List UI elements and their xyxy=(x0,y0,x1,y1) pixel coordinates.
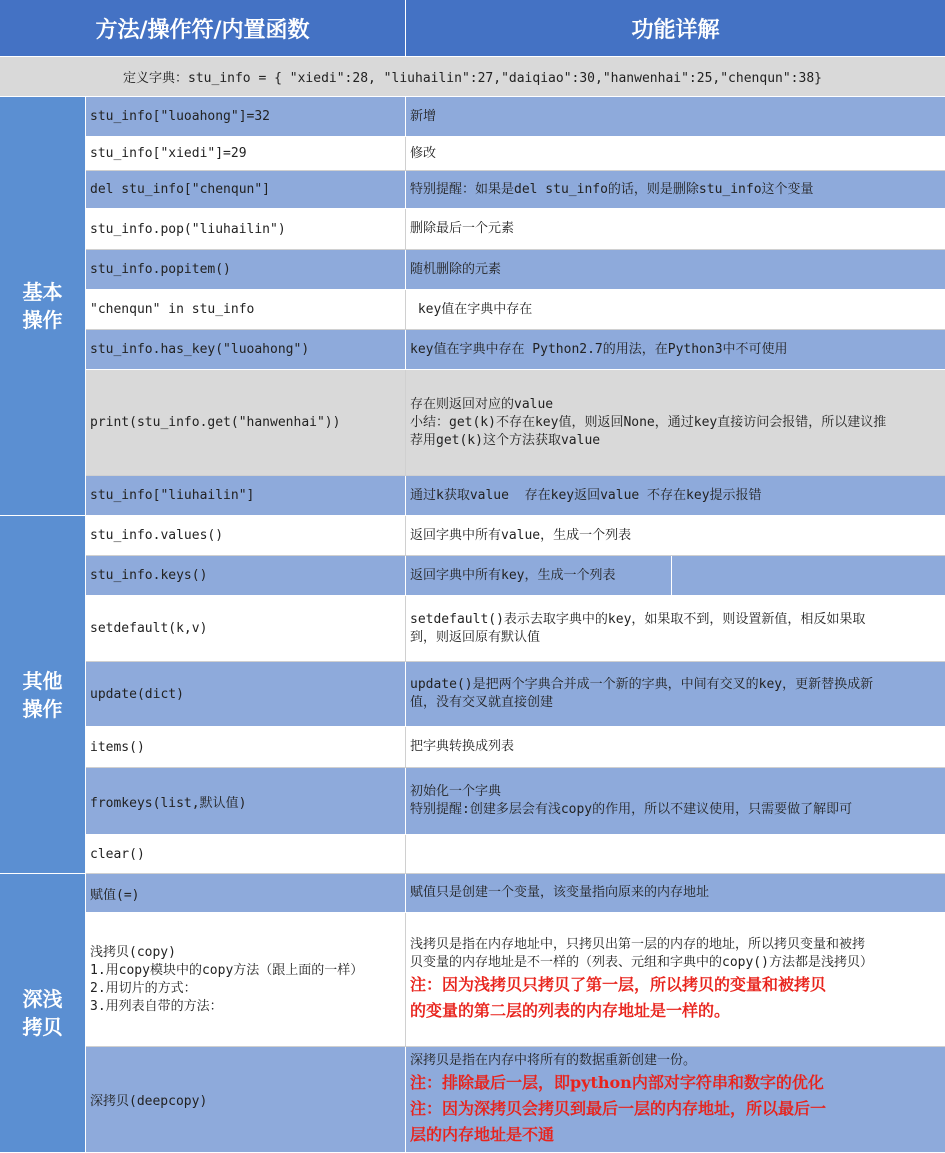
table-row-desc: update()是把两个字典合并成一个新的字典，中间有交叉的key，更新替换成新 值，没有交叉就直接创建 xyxy=(406,662,945,727)
table-row-method: stu_info.keys() xyxy=(86,556,406,596)
table-row-method: 浅拷贝(copy) 1.用copy模块中的copy方法（跟上面的一样） 2.用切片的方式： 3.用列表自带的方法： xyxy=(86,913,406,1047)
table-row-desc: 删除最后一个元素 xyxy=(406,209,945,250)
table-row-desc: 新增 xyxy=(406,97,945,137)
table-row-desc: 通过k获取value 存在key返回value 不存在key提示报错 xyxy=(406,476,945,516)
table-row-method: stu_info.pop("liuhailin") xyxy=(86,209,406,250)
warning-text: 的变量的第二层的列表的内存地址是一样的。 xyxy=(410,1000,731,1020)
table-row-desc: 存在则返回对应的value 小结：get(k)不存在key值，则返回None，通过key直接访问会报错，所以建议推 荐用get(k)这个方法获取value xyxy=(406,370,945,476)
header-description: 功能详解 xyxy=(406,0,945,57)
section-copy: 深浅 拷贝 xyxy=(0,874,86,1153)
table-row-method: print(stu_info.get("hanwenhai")) xyxy=(86,370,406,476)
warning-text: 注：因为浅拷贝只拷贝了第一层，所以拷贝的变量和被拷贝 xyxy=(410,974,827,994)
table-row-desc: 赋值只是创建一个变量，该变量指向原来的内存地址 xyxy=(406,874,945,913)
section-other-operations: 其他 操作 xyxy=(0,516,86,874)
warning-text: 注：排除最后一层，即python内部对字符串和数字的优化 xyxy=(410,1072,824,1092)
table-row-desc: 深拷贝是指在内存中将所有的数据重新创建一份。 注：排除最后一层，即python内部对字符串和数字的优化 注：因为深拷贝会拷贝到最后一层的内存地址，所以最后一 层的内存地址是不通 xyxy=(406,1047,945,1153)
empty-cell xyxy=(672,556,945,596)
table-row-desc: 把字典转换成列表 xyxy=(406,727,945,768)
table-row-method: stu_info.popitem() xyxy=(86,250,406,290)
table-row-method: stu_info["liuhailin"] xyxy=(86,476,406,516)
table-row-desc: 返回字典中所有key，生成一个列表 xyxy=(406,556,672,596)
table-row-desc: key值在字典中存在 Python2.7的用法，在Python3中不可使用 xyxy=(406,330,945,370)
table-row-method: items() xyxy=(86,727,406,768)
table-row-method: update(dict) xyxy=(86,662,406,727)
section-basic-operations: 基本 操作 xyxy=(0,97,86,516)
table-row-desc xyxy=(406,835,945,874)
warning-text: 注：因为深拷贝会拷贝到最后一层的内存地址，所以最后一 xyxy=(410,1098,827,1118)
table-row-method: del stu_info["chenqun"] xyxy=(86,171,406,209)
table-row-desc: 浅拷贝是指在内存地址中，只拷贝出第一层的内存的地址，所以拷贝变量和被拷 贝变量的内存地址是不一样的（列表、元组和字典中的copy()方法都是浅拷贝） 注：因为浅拷贝只拷贝了第一层，所以拷贝的变量和被拷贝 的变量的第二层的列表的内存地址是一样的。 xyxy=(406,913,945,1047)
table-row-method: 赋值(=) xyxy=(86,874,406,913)
header-method: 方法/操作符/内置函数 xyxy=(0,0,406,57)
table-row-desc: 返回字典中所有value，生成一个列表 xyxy=(406,516,945,556)
table-row-method: fromkeys(list,默认值) xyxy=(86,768,406,835)
table-row-method: stu_info.has_key("luoahong") xyxy=(86,330,406,370)
warning-text: 层的内存地址是不通 xyxy=(410,1124,555,1144)
table-row-desc: setdefault()表示去取字典中的key，如果取不到，则设置新值，相反如果取 到，则返回原有默认值 xyxy=(406,596,945,662)
table-row-method: stu_info.values() xyxy=(86,516,406,556)
table-row-desc: 随机删除的元素 xyxy=(406,250,945,290)
table-row-desc: 初始化一个字典 特别提醒:创建多层会有浅copy的作用，所以不建议使用，只需要做了解即可 xyxy=(406,768,945,835)
table-row-desc: 修改 xyxy=(406,137,945,171)
table-row-method: clear() xyxy=(86,835,406,874)
table-row-method: setdefault(k,v) xyxy=(86,596,406,662)
table-row-desc: 特别提醒：如果是del stu_info的话，则是删除stu_info这个变量 xyxy=(406,171,945,209)
table-row-method: 深拷贝(deepcopy) xyxy=(86,1047,406,1153)
table-row-method: "chenqun" in stu_info xyxy=(86,290,406,330)
table-row-desc: key值在字典中存在 xyxy=(406,290,945,330)
table-row-method: stu_info["luoahong"]=32 xyxy=(86,97,406,137)
table-row-method: stu_info["xiedi"]=29 xyxy=(86,137,406,171)
dictionary-definition: 定义字典：stu_info = { "xiedi":28, "liuhailin":27,"daiqiao":30,"hanwenhai":25,"chenqun":38} xyxy=(0,57,945,97)
